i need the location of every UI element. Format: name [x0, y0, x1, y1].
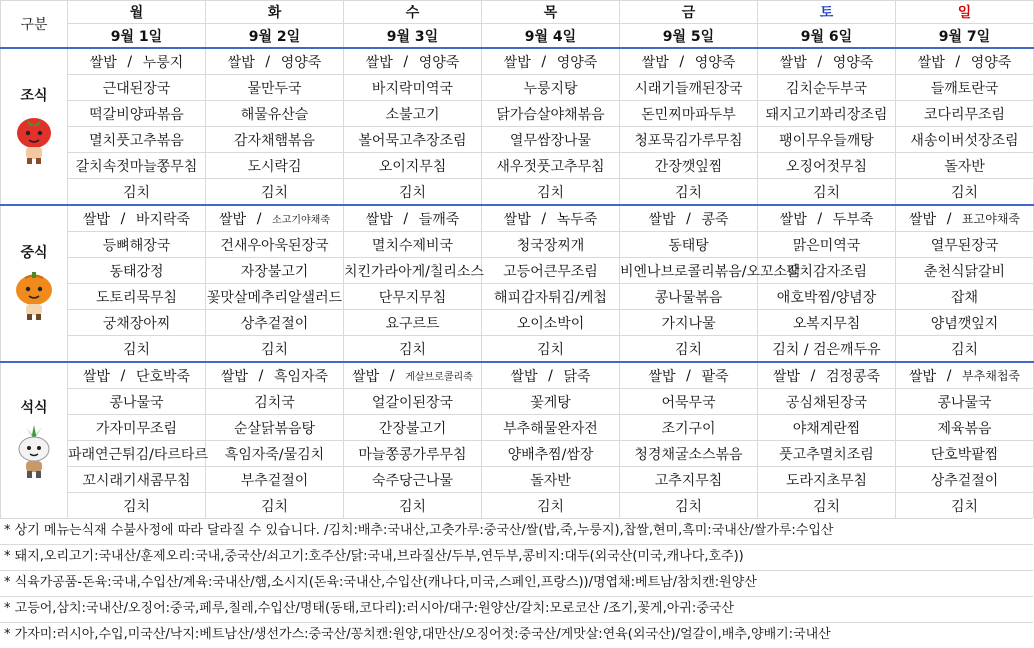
dish-cell-mon: 궁채장아찌 [68, 310, 206, 336]
rice-separator: / [946, 210, 952, 227]
dish-cell-sun: 단호박팥찜 [896, 441, 1034, 467]
rice-item: 쌀밥 [779, 54, 807, 71]
rice-cell-tue [206, 362, 344, 389]
dish-cell-mon: 등뼈해장국 [68, 232, 206, 258]
dish-cell-thu: 돌자반 [482, 467, 620, 493]
pumpkin-mascot-icon [1, 270, 67, 326]
porridge-item: 흑임자죽 [273, 368, 329, 385]
rice-item: 쌀밥 [648, 368, 676, 385]
dish-cell-sat: 야채계란찜 [758, 415, 896, 441]
day-header-thu: 목 [482, 1, 620, 24]
rice-cell-thu [482, 205, 620, 232]
dish-cell-tue: 자장불고기 [206, 258, 344, 284]
rice-item: 쌀밥 [220, 368, 248, 385]
day-header-wed: 수 [344, 1, 482, 24]
dish-cell-sat: 오복지무침 [758, 310, 896, 336]
porridge-item: 영양죽 [280, 54, 322, 71]
dish-cell-fri: 비엔나브로콜리볶음/오꼬소떡 [620, 258, 758, 284]
dish-cell-fri: 콩나물볶음 [620, 284, 758, 310]
note-line: * 돼지,오리고기:국내산/훈제오리:국내,중국산/쇠고기:호주산/닭:국내,브라질산/두부,연두부,콩비지:대두(외국산(미국,캐나다,호주)) [0, 544, 1033, 570]
gubun-header: 구분 [1, 1, 68, 49]
dish-cell-wed: 얼갈이된장국 [344, 389, 482, 415]
rice-separator: / [548, 367, 553, 384]
rice-cell-mon [68, 205, 206, 232]
rice-item: 쌀밥 [89, 54, 117, 71]
dish-cell-mon: 멸치풋고추볶음 [68, 127, 206, 153]
dish-cell-tue: 김치 [206, 336, 344, 363]
day-header-sun: 일 [896, 1, 1034, 24]
rice-separator: / [679, 53, 685, 70]
dish-cell-thu: 김치 [482, 336, 620, 363]
rice-separator: / [686, 367, 691, 384]
rice-cell-sun [896, 205, 1034, 232]
rice-cell-sat [758, 362, 896, 389]
dish-cell-fri: 김치 [620, 493, 758, 519]
dish-cell-sat: 김치 [758, 493, 896, 519]
dish-cell-wed: 바지락미역국 [344, 75, 482, 101]
dish-cell-sat: 돼지고기꽈리장조림 [758, 101, 896, 127]
dish-cell-fri: 시래기들깨된장국 [620, 75, 758, 101]
section-title: 조식 [20, 87, 48, 104]
dish-cell-thu: 양배추찜/쌈장 [482, 441, 620, 467]
dish-cell-sat: 공심채된장국 [758, 389, 896, 415]
dish-cell-mon: 도토리묵무침 [68, 284, 206, 310]
section-label-1 [1, 205, 68, 362]
dish-cell-tue: 김치 [206, 493, 344, 519]
dish-cell-sat: 갈치감자조림 [758, 258, 896, 284]
rice-separator: / [817, 210, 823, 227]
section-title: 중식 [20, 244, 48, 261]
rice-cell-sat [758, 205, 896, 232]
dish-cell-wed: 숙주당근나물 [344, 467, 482, 493]
dish-cell-sun: 들깨토란국 [896, 75, 1034, 101]
dish-cell-sat: 김치순두부국 [758, 75, 896, 101]
dish-cell-thu: 누룽지탕 [482, 75, 620, 101]
date-tue: 9월 2일 [206, 24, 344, 49]
dish-cell-tue: 감자채햄볶음 [206, 127, 344, 153]
date-fri: 9월 5일 [620, 24, 758, 49]
day-header-sat: 토 [758, 1, 896, 24]
dish-cell-thu: 열무쌈장나물 [482, 127, 620, 153]
porridge-item: 부추채첩죽 [962, 369, 1021, 383]
rice-separator: / [541, 53, 547, 70]
dish-cell-fri: 돈민찌마파두부 [620, 101, 758, 127]
dish-cell-thu: 김치 [482, 493, 620, 519]
dish-cell-thu: 해피감자튀김/케첩 [482, 284, 620, 310]
dish-cell-tue: 건새우아욱된장국 [206, 232, 344, 258]
porridge-item: 영양죽 [556, 54, 598, 71]
porridge-item: 표고야채죽 [962, 212, 1021, 226]
dish-cell-thu: 청국장찌개 [482, 232, 620, 258]
rice-cell-sun [896, 48, 1034, 75]
rice-item: 쌀밥 [82, 211, 110, 228]
porridge-item: 녹두죽 [556, 211, 598, 228]
dish-cell-wed: 김치 [344, 336, 482, 363]
rice-item: 쌀밥 [648, 211, 676, 228]
dish-cell-tue: 김치국 [206, 389, 344, 415]
dish-cell-mon: 김치 [68, 336, 206, 363]
rice-separator: / [403, 53, 409, 70]
porridge-item: 게살브로콜리죽 [405, 372, 473, 383]
date-mon: 9월 1일 [68, 24, 206, 49]
dish-cell-fri: 고추지무침 [620, 467, 758, 493]
dish-cell-mon: 동태강정 [68, 258, 206, 284]
porridge-item: 들깨죽 [418, 211, 460, 228]
note-line: * 상기 메뉴는식재 수불사정에 따라 달라질 수 있습니다. /김치:배추:국내산,고춧가루:중국산/쌀(밥,죽,누룽지),찹쌀,현미,흑미:국내산/쌀가루:수입산 [0, 518, 1033, 544]
dish-cell-tue: 순살닭볶음탕 [206, 415, 344, 441]
dish-cell-sun: 김치 [896, 493, 1034, 519]
porridge-item: 두부죽 [832, 211, 874, 228]
porridge-item: 닭죽 [563, 368, 591, 385]
dish-cell-thu: 꽃게탕 [482, 389, 620, 415]
dish-cell-sat: 맑은미역국 [758, 232, 896, 258]
rice-item: 쌀밥 [908, 211, 937, 228]
rice-separator: / [810, 367, 816, 384]
dish-cell-wed: 간장불고기 [344, 415, 482, 441]
porridge-item: 검정콩죽 [825, 368, 881, 385]
dish-cell-mon: 갈치속젓마늘쫑무침 [68, 153, 206, 179]
rice-cell-mon [68, 48, 206, 75]
note-line: * 식육가공품-돈육:국내,수입산/계육:국내산/햄,소시지(돈육:국내산,수입산(캐나다,미국,스페인,프랑스))/명엽채:베트남/참치캔:원양산 [0, 570, 1033, 596]
dish-cell-mon: 파래연근튀김/타르타르 [68, 441, 206, 467]
rice-cell-fri [620, 362, 758, 389]
porridge-item: 팥죽 [701, 368, 729, 385]
dish-cell-tue: 상추겉절이 [206, 310, 344, 336]
section-label-2 [1, 362, 68, 518]
dish-cell-mon: 김치 [68, 179, 206, 206]
dish-cell-mon: 꼬시래기새콤무침 [68, 467, 206, 493]
rice-item: 쌀밥 [352, 368, 380, 385]
tomato-mascot-icon [1, 113, 67, 169]
rice-cell-wed [344, 48, 482, 75]
dish-cell-fri: 간장깻잎찜 [620, 153, 758, 179]
rice-item: 쌀밥 [365, 211, 393, 228]
dish-cell-wed: 요구르트 [344, 310, 482, 336]
dish-cell-tue: 김치 [206, 179, 344, 206]
porridge-item: 영양죽 [418, 54, 460, 71]
note-line: * 고등어,삼치:국내산/오징어:중국,페루,칠레,수입산/명태(동태,코다리):러시아/대구:원양산/갈치:모로코산 /조기,꽃게,아귀:중국산 [0, 596, 1033, 622]
date-wed: 9월 3일 [344, 24, 482, 49]
rice-cell-thu [482, 362, 620, 389]
dish-cell-tue: 해물유산슬 [206, 101, 344, 127]
day-header-mon: 월 [68, 1, 206, 24]
porridge-item: 영양죽 [832, 54, 874, 71]
radish-mascot-icon [1, 425, 67, 485]
dish-cell-fri: 청경채굴소스볶음 [620, 441, 758, 467]
rice-item: 쌀밥 [503, 54, 531, 71]
dish-cell-wed: 볼어묵고추장조림 [344, 127, 482, 153]
dish-cell-wed: 단무지무침 [344, 284, 482, 310]
dish-cell-sat: 풋고추멸치조림 [758, 441, 896, 467]
rice-item: 쌀밥 [772, 368, 800, 385]
porridge-item: 단호박죽 [135, 368, 191, 385]
dish-cell-mon: 근대된장국 [68, 75, 206, 101]
dish-cell-sun: 상추겉절이 [896, 467, 1034, 493]
dish-cell-sat: 애호박찜/양념장 [758, 284, 896, 310]
dish-cell-mon: 가자미무조림 [68, 415, 206, 441]
notes-block [0, 518, 1033, 648]
rice-cell-mon [68, 362, 206, 389]
rice-item: 쌀밥 [779, 211, 807, 228]
rice-item: 쌀밥 [510, 368, 538, 385]
rice-separator: / [256, 210, 262, 227]
dish-cell-sat: 오징어젓무침 [758, 153, 896, 179]
section-label-0 [1, 48, 68, 205]
rice-item: 쌀밥 [641, 54, 669, 71]
dish-cell-sat: 팽이무우들깨탕 [758, 127, 896, 153]
dish-cell-sat: 김치 / 검은깨두유 [758, 336, 896, 363]
rice-cell-sat [758, 48, 896, 75]
rice-cell-fri [620, 205, 758, 232]
dish-cell-thu: 새우젓풋고추무침 [482, 153, 620, 179]
dish-cell-mon: 김치 [68, 493, 206, 519]
rice-separator: / [946, 367, 952, 384]
dish-cell-thu: 김치 [482, 179, 620, 206]
dish-cell-fri: 조기구이 [620, 415, 758, 441]
day-header-fri: 금 [620, 1, 758, 24]
date-sun: 9월 7일 [896, 24, 1034, 49]
dish-cell-tue: 흑임자죽/물김치 [206, 441, 344, 467]
dish-cell-sun: 김치 [896, 336, 1034, 363]
dish-cell-wed: 오이지무침 [344, 153, 482, 179]
dish-cell-sun: 제육볶음 [896, 415, 1034, 441]
dish-cell-sat: 도라지초무침 [758, 467, 896, 493]
rice-item: 쌀밥 [227, 54, 255, 71]
dish-cell-thu: 고등어큰무조림 [482, 258, 620, 284]
rice-separator: / [120, 367, 126, 384]
dish-cell-sun: 열무된장국 [896, 232, 1034, 258]
porridge-item: 영양죽 [970, 54, 1012, 71]
dish-cell-thu: 닭가슴살야채볶음 [482, 101, 620, 127]
rice-cell-thu [482, 48, 620, 75]
rice-item: 쌀밥 [365, 54, 393, 71]
dish-cell-fri: 가지나물 [620, 310, 758, 336]
date-thu: 9월 4일 [482, 24, 620, 49]
dish-cell-thu: 부추해물완자전 [482, 415, 620, 441]
dish-cell-sun: 김치 [896, 179, 1034, 206]
dish-cell-sun: 돌자반 [896, 153, 1034, 179]
dish-cell-sat: 김치 [758, 179, 896, 206]
section-title: 석식 [20, 399, 48, 416]
rice-separator: / [541, 210, 547, 227]
dish-cell-fri: 김치 [620, 179, 758, 206]
rice-cell-wed [344, 362, 482, 389]
rice-separator: / [686, 210, 691, 227]
rice-cell-sun [896, 362, 1034, 389]
rice-item: 쌀밥 [218, 211, 247, 228]
rice-item: 쌀밥 [82, 368, 110, 385]
note-line: * 가자미:러시아,수입,미국산/낙지:베트남산/생선가스:중국산/꽁치캔:원양,대만산/오징어젓:중국산/게맛살:연육(외국산)/얼갈이,배추,양배기:국내산 [0, 622, 1033, 648]
dish-cell-wed: 소불고기 [344, 101, 482, 127]
dish-cell-wed: 김치 [344, 179, 482, 206]
dish-cell-fri: 동태탕 [620, 232, 758, 258]
dish-cell-fri: 어묵무국 [620, 389, 758, 415]
rice-separator: / [258, 367, 264, 384]
rice-cell-fri [620, 48, 758, 75]
rice-separator: / [955, 53, 961, 70]
date-sat: 9월 6일 [758, 24, 896, 49]
dish-cell-fri: 김치 [620, 336, 758, 363]
rice-separator: / [127, 53, 133, 70]
dish-cell-wed: 멸치수제비국 [344, 232, 482, 258]
day-header-tue: 화 [206, 1, 344, 24]
porridge-item: 소고기야채죽 [272, 215, 331, 226]
dish-cell-fri: 청포묵김가루무침 [620, 127, 758, 153]
dish-cell-wed: 김치 [344, 493, 482, 519]
dish-cell-mon: 떡갈비양파볶음 [68, 101, 206, 127]
rice-separator: / [120, 210, 126, 227]
dish-cell-tue: 꽃맛살메추리알샐러드 [206, 284, 344, 310]
porridge-item: 바지락죽 [135, 211, 191, 228]
dish-cell-sun: 코다리무조림 [896, 101, 1034, 127]
porridge-item: 누룽지 [142, 54, 184, 71]
rice-separator: / [265, 53, 271, 70]
dish-cell-tue: 도시락김 [206, 153, 344, 179]
rice-separator: / [389, 367, 395, 384]
dish-cell-sun: 콩나물국 [896, 389, 1034, 415]
dish-cell-wed: 마늘쫑콩가루무침 [344, 441, 482, 467]
porridge-item: 영양죽 [694, 54, 736, 71]
dish-cell-sun: 춘천식닭갈비 [896, 258, 1034, 284]
rice-cell-tue [206, 205, 344, 232]
rice-item: 쌀밥 [917, 54, 945, 71]
dish-cell-mon: 콩나물국 [68, 389, 206, 415]
dish-cell-tue: 물만두국 [206, 75, 344, 101]
rice-separator: / [817, 53, 823, 70]
rice-cell-tue [206, 48, 344, 75]
rice-separator: / [403, 210, 409, 227]
dish-cell-sun: 양념깻잎지 [896, 310, 1034, 336]
dish-cell-tue: 부추겉절이 [206, 467, 344, 493]
rice-item: 쌀밥 [908, 368, 937, 385]
dish-cell-wed: 치킨가라아게/칠리소스 [344, 258, 482, 284]
dish-cell-sun: 잡채 [896, 284, 1034, 310]
dish-cell-thu: 오이소박이 [482, 310, 620, 336]
porridge-item: 콩죽 [701, 211, 729, 228]
rice-cell-wed [344, 205, 482, 232]
rice-item: 쌀밥 [503, 211, 531, 228]
dish-cell-sun: 새송이버섯장조림 [896, 127, 1034, 153]
